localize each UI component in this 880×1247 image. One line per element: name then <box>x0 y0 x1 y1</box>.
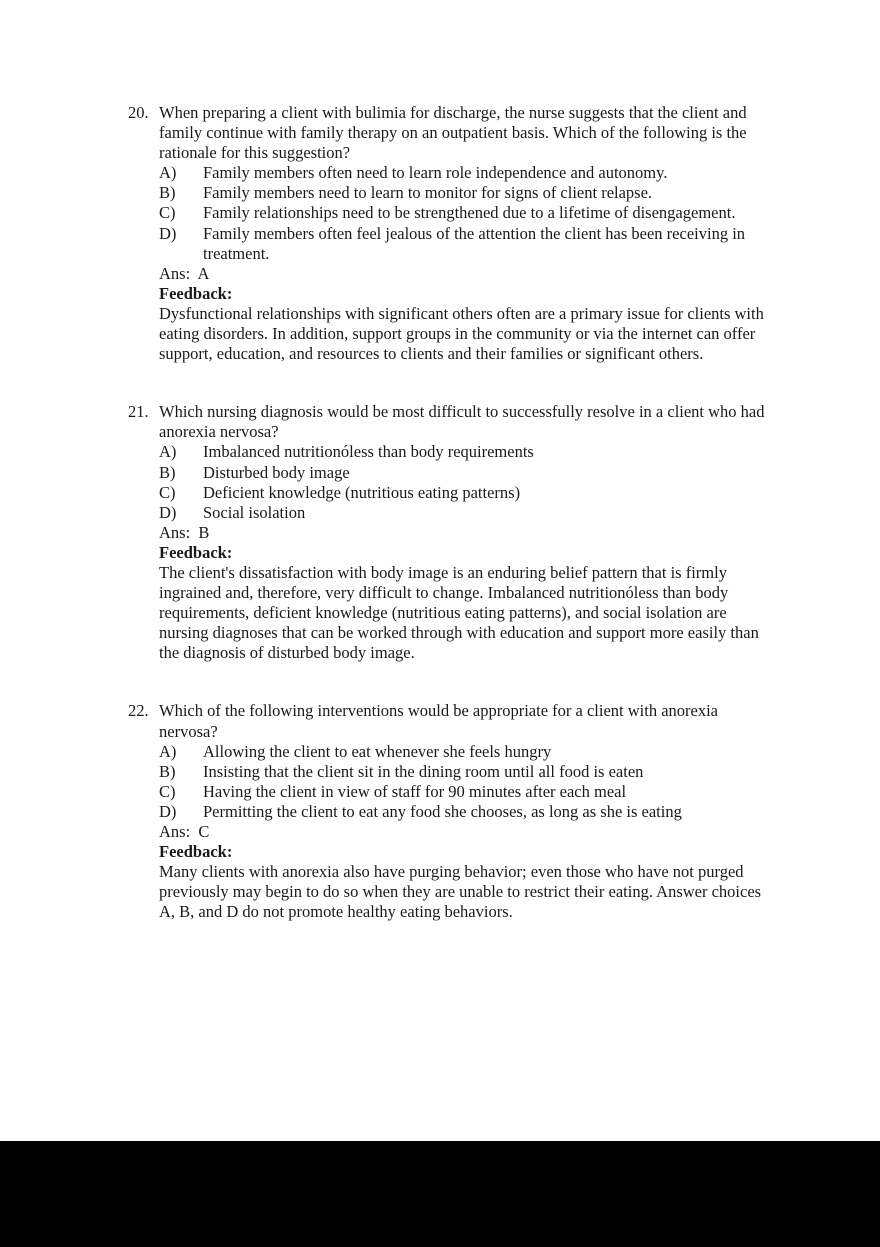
page-content <box>128 103 773 922</box>
answer-line: Ans: B <box>159 522 210 542</box>
option-letter: A) <box>159 741 177 761</box>
option-letter: D) <box>159 502 177 522</box>
option-letter: C) <box>159 781 176 801</box>
option-list <box>128 742 773 822</box>
option-row <box>159 762 773 782</box>
option-letter: A) <box>159 442 177 462</box>
option-row <box>159 442 773 462</box>
option-letter: B) <box>159 761 176 781</box>
question-stem <box>128 701 773 741</box>
question-stem-text: Which nursing diagnosis would be most difficult to successfully resolve in a client who had anorexia nervosa? <box>159 402 765 442</box>
option-text: Family members often feel jealous of the attention the client has been receiving in treatment. <box>203 223 746 263</box>
feedback-label: Feedback: <box>159 283 233 303</box>
option-text: Allowing the client to eat whenever she feels hungry <box>203 741 552 761</box>
option-list <box>128 442 773 522</box>
option-text: Having the client in view of staff for 90 minutes after each meal <box>203 781 627 801</box>
question-number: 22. <box>128 701 149 721</box>
option-text: Family members often need to learn role independence and autonomy. <box>203 163 668 183</box>
option-text: Permitting the client to eat any food she chooses, as long as she is eating <box>203 801 682 821</box>
option-row <box>159 483 773 503</box>
option-letter: C) <box>159 482 176 502</box>
option-row <box>159 183 773 203</box>
answer-line: Ans: A <box>159 263 210 283</box>
option-text: Imbalanced nutritionóless than body requirements <box>203 442 534 462</box>
feedback-body: Many clients with anorexia also have purging behavior; even those who have not purged previously may begin to do so when they are unable to restrict their eating. Answer choices A, B, and D do not promote healthy eating behaviors. <box>159 862 762 922</box>
option-letter: D) <box>159 801 177 821</box>
option-text: Family relationships need to be strengthened due to a lifetime of disengagement. <box>203 203 736 223</box>
question-block <box>128 701 773 922</box>
feedback-body: The client's dissatisfaction with body image is an enduring belief pattern that is firmly ingrained and, therefore, very difficult to change. Imbalanced nutritionóless than body requirements, deficient knowledge (nutritious eating patterns), and social isolation are nursing diagnoses that can be worked through with education and support more easily than the diagnosis of disturbed body image. <box>159 562 759 663</box>
option-row <box>159 742 773 762</box>
option-text: Social isolation <box>203 502 306 522</box>
feedback-label: Feedback: <box>159 842 233 862</box>
question-block <box>128 103 773 364</box>
option-row <box>159 782 773 802</box>
option-row <box>159 203 773 223</box>
option-row <box>159 163 773 183</box>
question-stem-text: When preparing a client with bulimia for discharge, the nurse suggests that the client and family continue with family therapy on an outpatient basis. Which of the following is the rationale for this suggestion? <box>159 103 747 163</box>
option-text: Insisting that the client sit in the dining room until all food is eaten <box>203 761 644 781</box>
option-letter: D) <box>159 223 177 243</box>
question-number: 21. <box>128 402 149 422</box>
option-row <box>159 802 773 822</box>
option-row <box>159 224 773 264</box>
option-list <box>128 163 773 263</box>
answer-line: Ans: C <box>159 822 210 841</box>
question-stem <box>128 402 773 442</box>
question-block <box>128 402 773 663</box>
question-number: 20. <box>128 103 149 122</box>
question-stem <box>128 103 773 163</box>
option-text: Deficient knowledge (nutritious eating patterns) <box>203 482 521 502</box>
option-letter: B) <box>159 183 176 203</box>
scanner-artifact-bar <box>0 1141 880 1247</box>
feedback-label: Feedback: <box>159 542 233 562</box>
option-text: Disturbed body image <box>203 462 350 482</box>
feedback-body: Dysfunctional relationships with significant others often are a primary issue for clients with eating disorders. In addition, support groups in the community or via the internet can offer support, education, and resources to clients and their families or significant others. <box>159 303 764 364</box>
question-stem-text: Which of the following interventions would be appropriate for a client with anorexia nervosa? <box>159 701 718 741</box>
option-row <box>159 463 773 483</box>
option-letter: C) <box>159 203 176 223</box>
option-letter: A) <box>159 163 177 183</box>
option-row <box>159 503 773 523</box>
option-letter: B) <box>159 462 176 482</box>
option-text: Family members need to learn to monitor for signs of client relapse. <box>203 183 653 203</box>
